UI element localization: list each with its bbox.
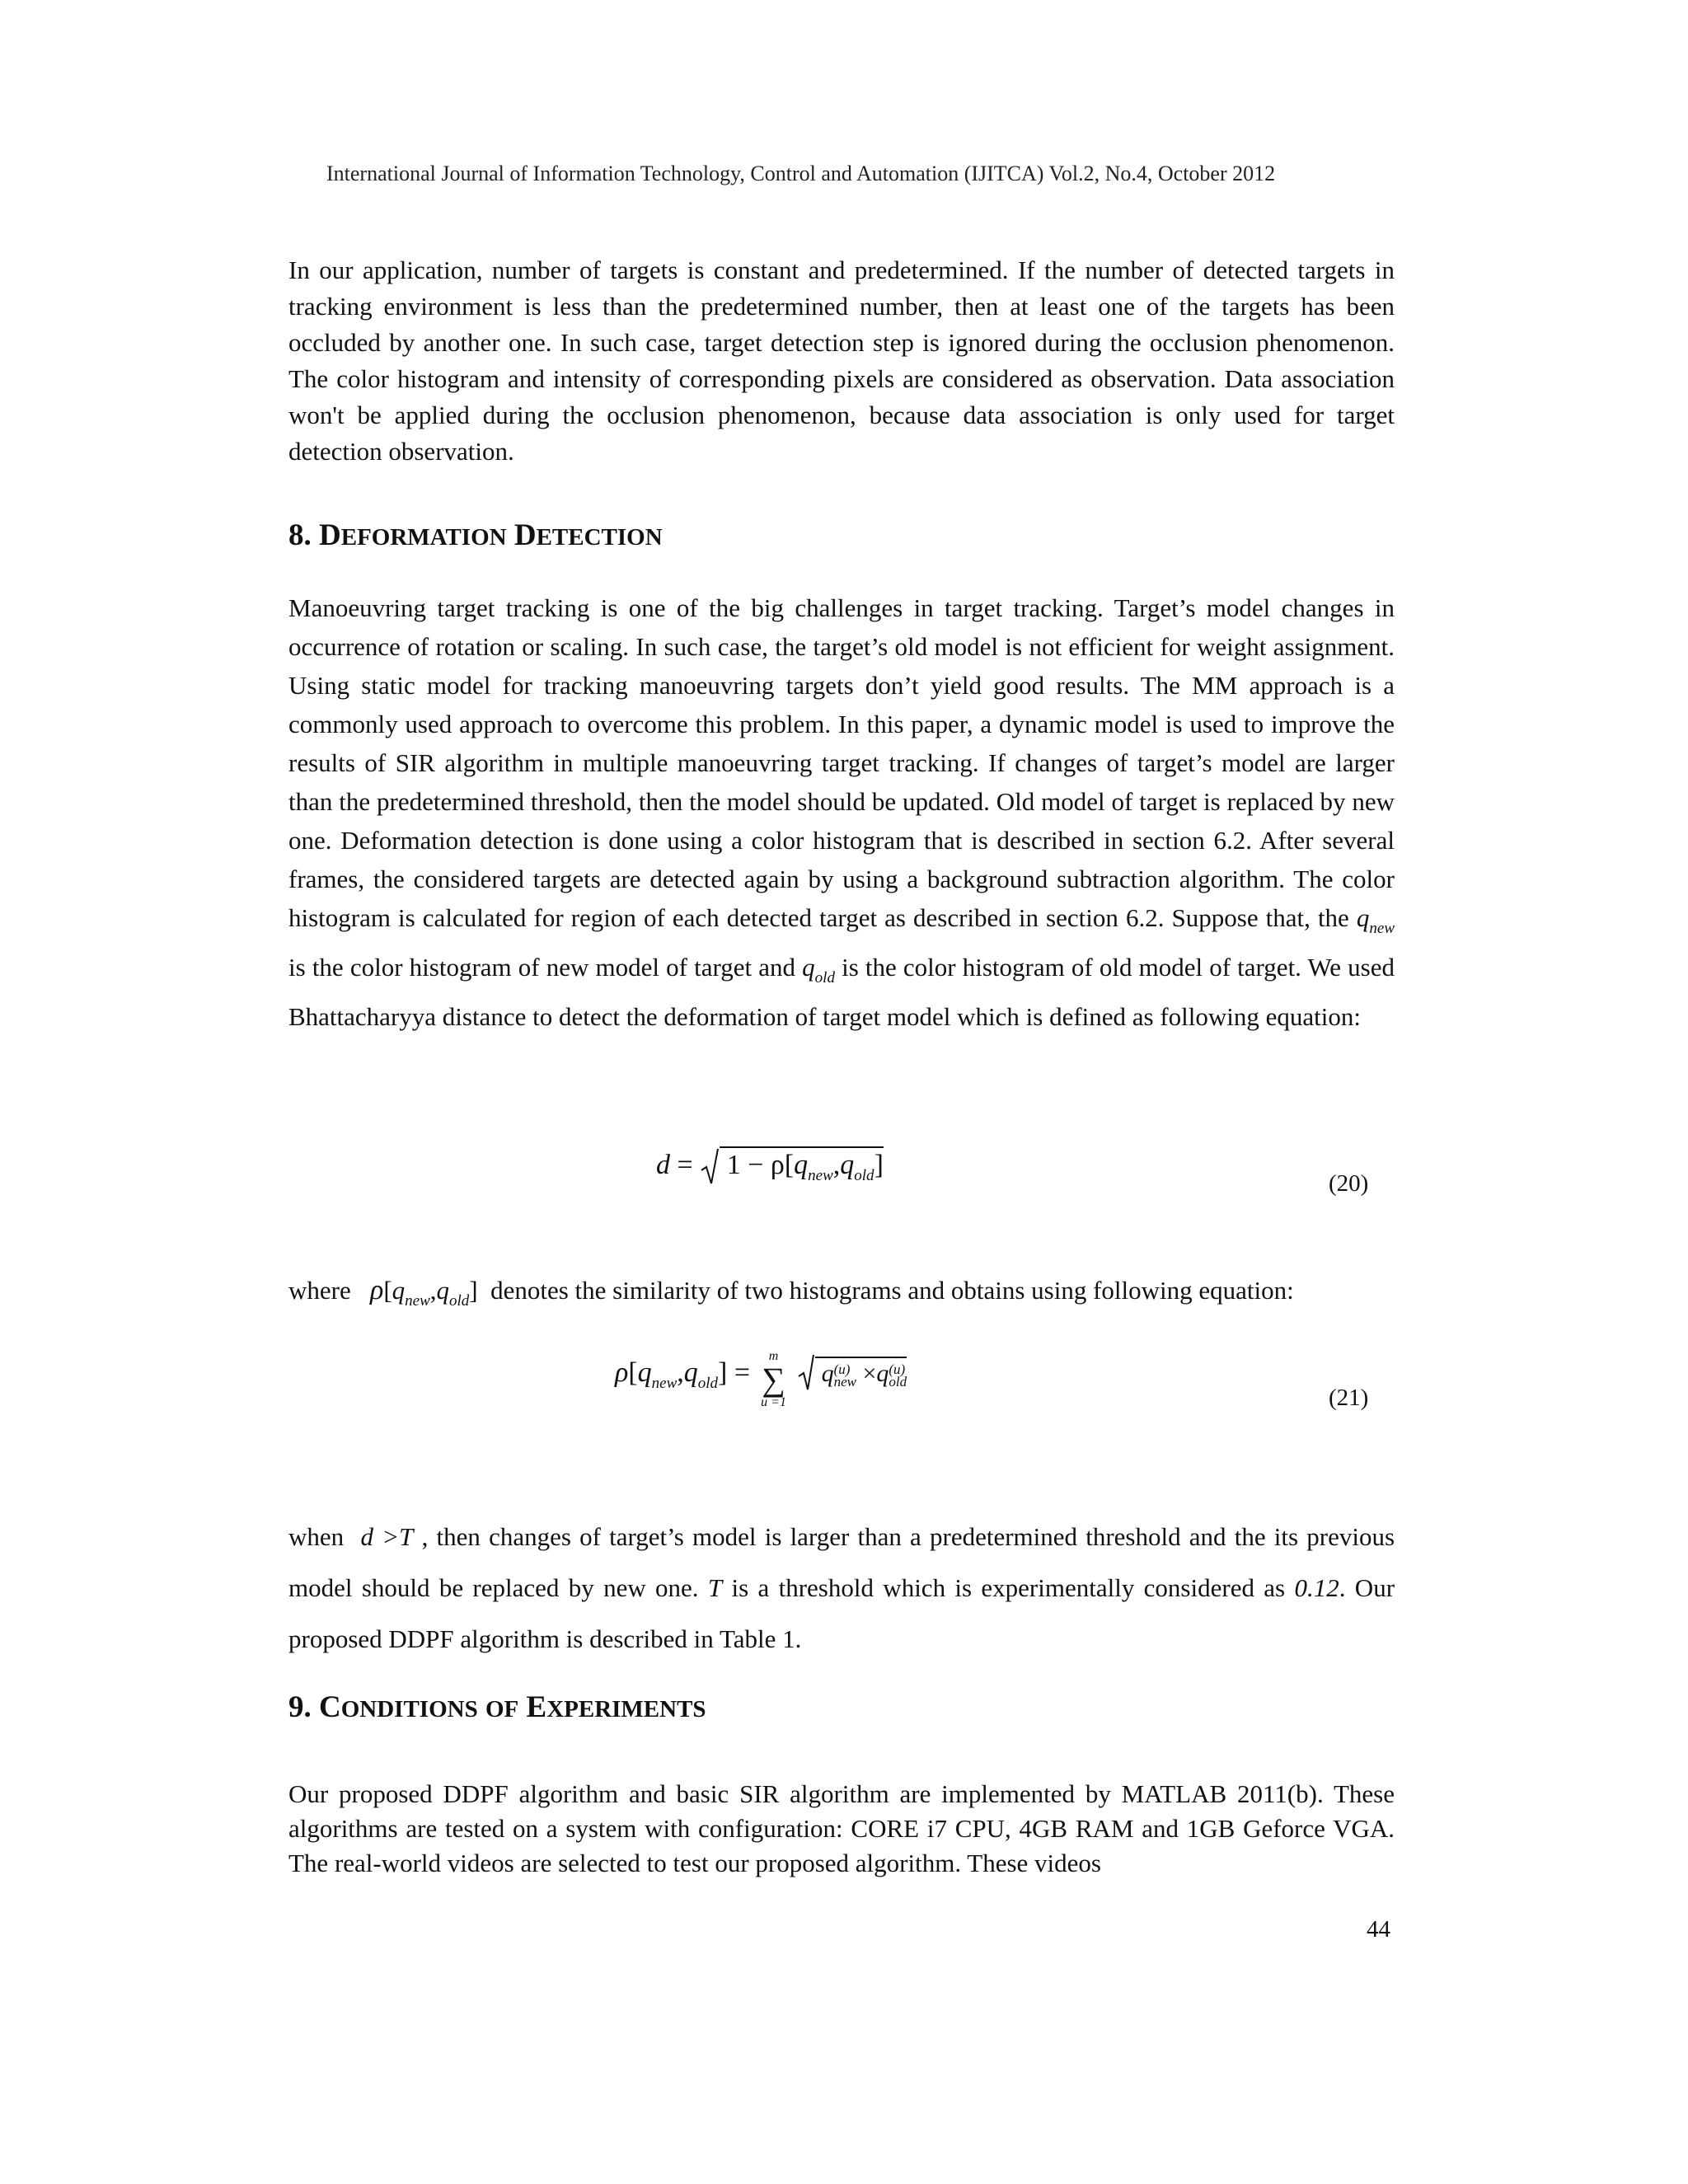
equation-20: $d = 1 - \rho[q_{new},q_{old}]$ (656, 1147, 884, 1187)
paragraph-threshold: when d >T , then changes of target’s model is larger than a predetermined threshold and the its previous model should be replaced by new one. T is a threshold which is experimentally considered as 0.12. Our proposed DDPF algorithm is described in Table 1. (288, 1522, 1395, 1653)
summation: m ∑ u =1 (761, 1349, 786, 1409)
journal-header: International Journal of Information Technology, Control and Automation (IJITCA) Vol.2, No.4, October 2012 (326, 162, 1276, 185)
equation-number-20: (20) (1329, 1170, 1369, 1197)
paragraph-experiments: Our proposed DDPF algorithm and basic SIR algorithm are implemented by MATLAB 2011(b). These algorithms are tested on a system with configuration: CORE i7 CPU, 4GB RAM and 1GB Geforce VGA. The real-world videos are selected to test our proposed algorithm. These videos (288, 1779, 1395, 1877)
sqrt-symbol (700, 1147, 720, 1187)
paragraph-deformation: Manoeuvring target tracking is one of the big challenges in target tracking. Target’s model changes in occurrence of rotation or scaling. In such case, the target’s old model is not efficient for weight assignment. Using static model for tracking manoeuvring targets don’t yield good results. The MM approach is a commonly used approach to overcome this problem. In this paper, a dynamic model is used to improve the results of SIR algorithm in multiple manoeuvring target tracking. If changes of target’s model are larger than the predetermined threshold, then the model should be updated. Old model of target is replaced by new one. Deformation detection is done using a color histogram that is described in section 6.2. After several frames, the considered targets are detected again by using a background subtraction algorithm. The color histogram is calculated for region of each detected target as described in section 6.2. Suppose that, the $q_{new}$ is the color histogram of new model of target and $q_{old}$ is the color histogram of old model of target. We used Bhattacharyya distance to detect the deformation of target model which is defined as following equation: (288, 593, 1395, 1031)
where-line: where $\rho[q_{new},q_{old}]$ denotes the similarity of two histograms and obtains using following equation: (288, 1275, 1294, 1310)
equation-number-21: (21) (1329, 1385, 1369, 1411)
page-number: 44 (1367, 1916, 1390, 1943)
section-heading-8: 8. DEFORMATION DETECTION (288, 518, 663, 552)
section-heading-9: 9. CONDITIONS OF EXPERIMENTS (288, 1690, 706, 1724)
sqrt-symbol-21 (797, 1353, 815, 1393)
equation-21: $\rho[q_{new},q_{old}]$ = m ∑ u =1 q (u) new ×q (u) old (615, 1349, 907, 1409)
paragraph-occlusion: In our application, number of targets is constant and predetermined. If the number of detected targets in tracking environment is less than the predetermined number, then at least one of the targets has been occluded by another one. In such case, target detection step is ignored during the occlusion phenomenon. The color histogram and intensity of corresponding pixels are considered as observation. Data association won't be applied during the occlusion phenomenon, because data association is only used for target detection observation. (288, 255, 1395, 466)
